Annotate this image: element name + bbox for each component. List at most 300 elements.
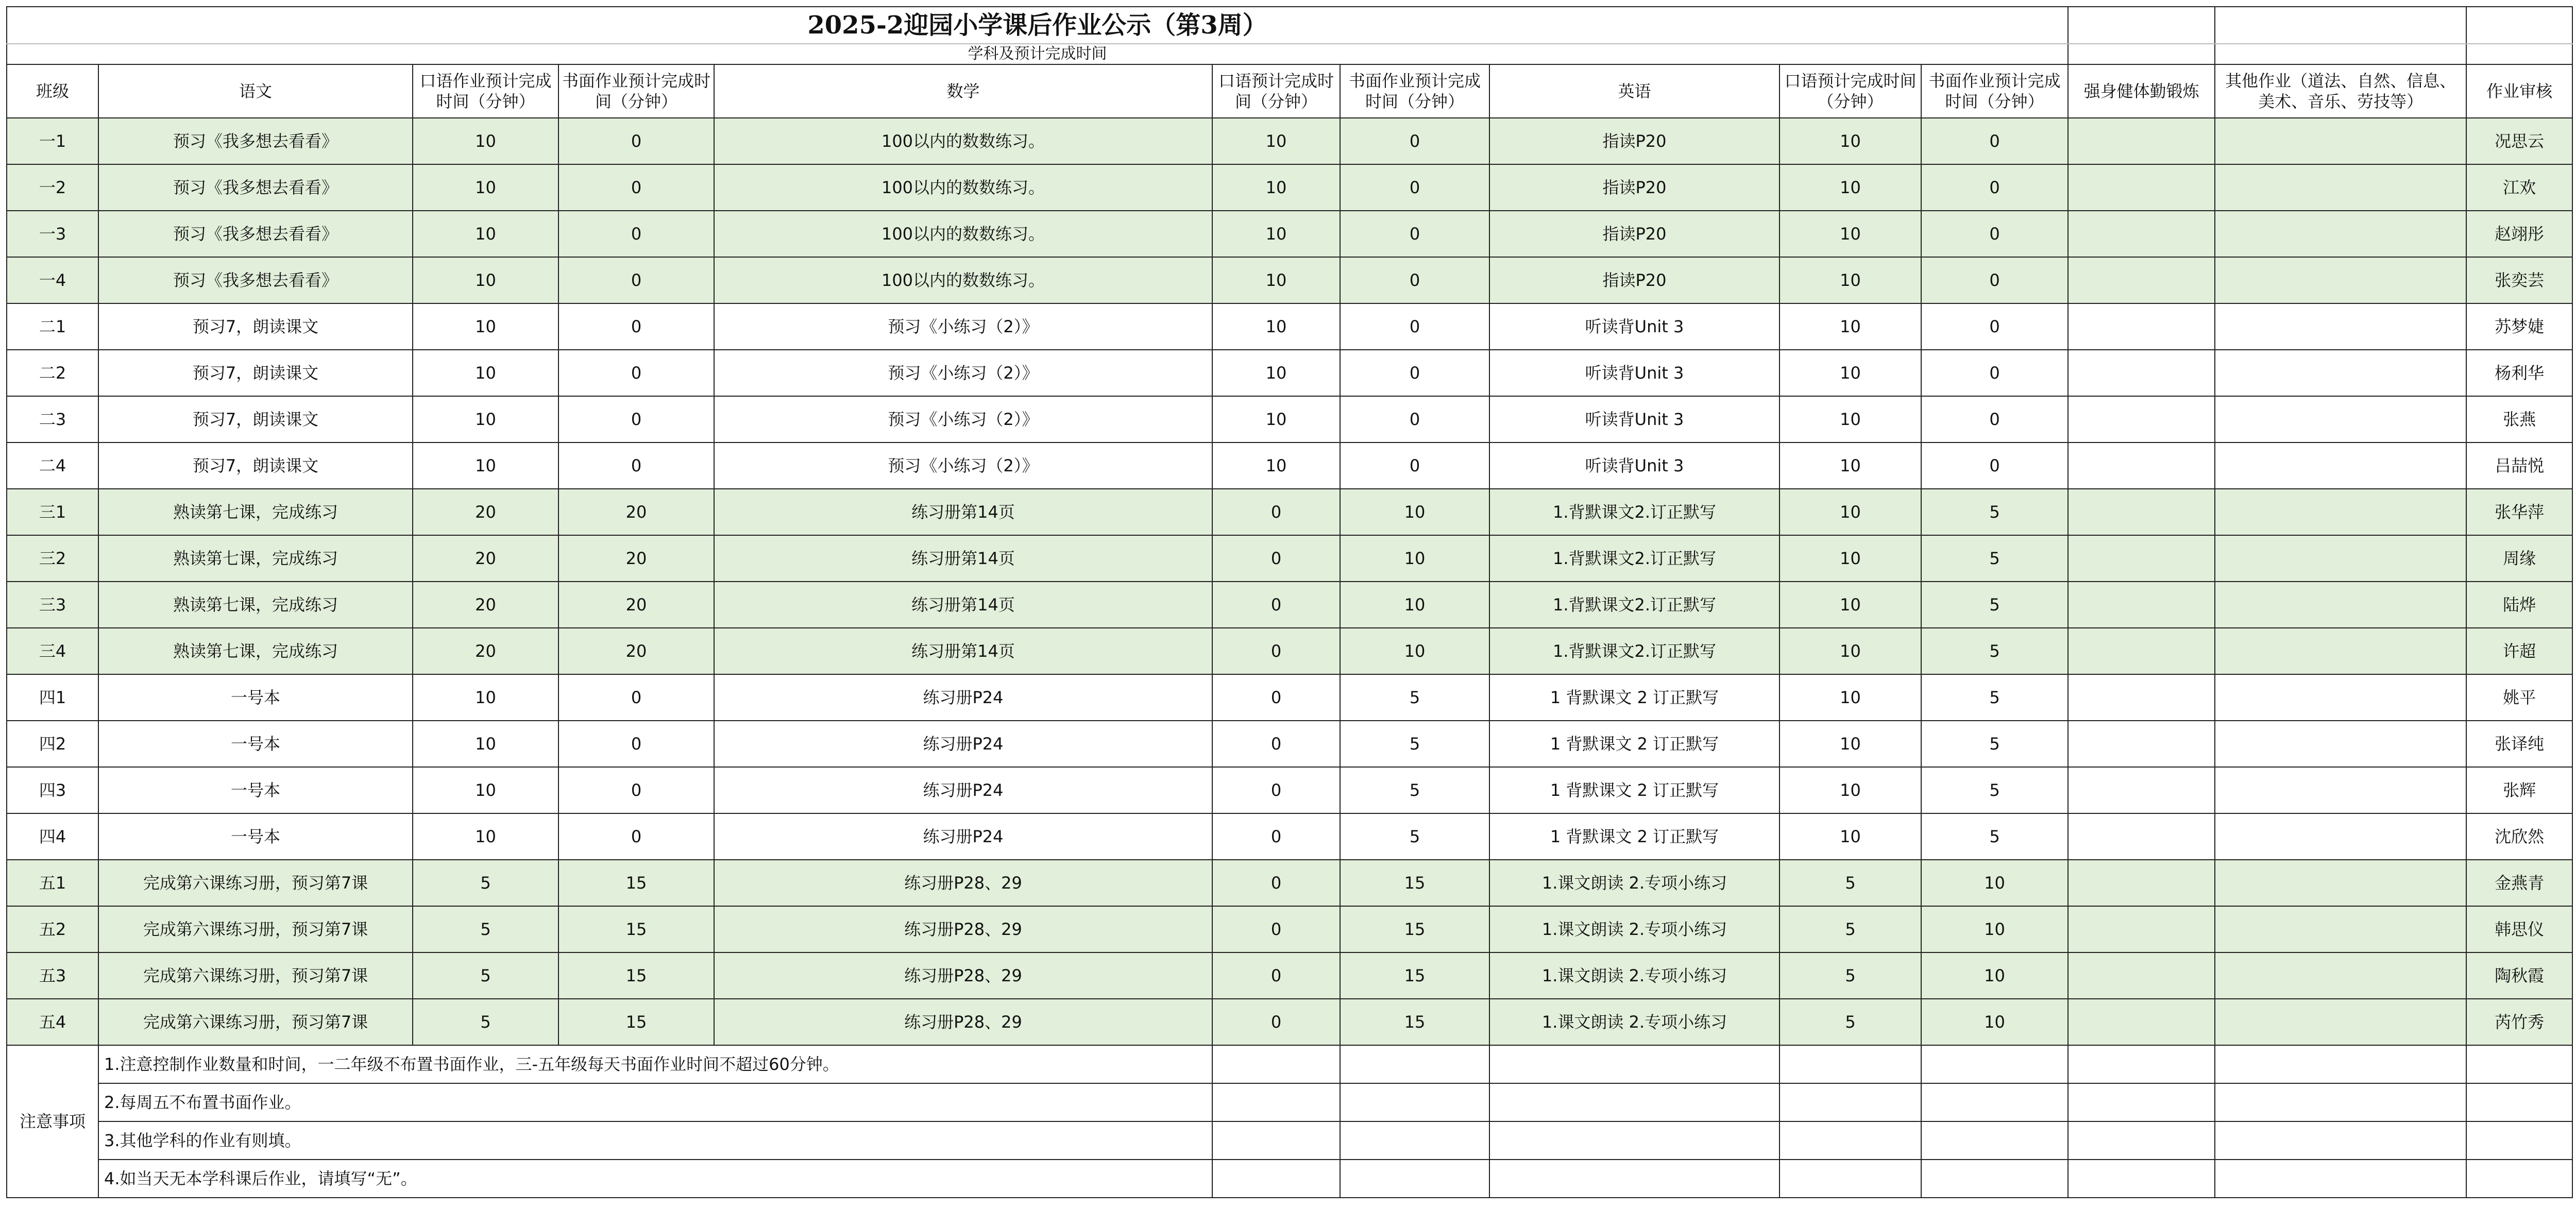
cell-reviewer[interactable]: 杨利华 bbox=[2466, 350, 2572, 396]
cell-math-oral[interactable]: 0 bbox=[1212, 721, 1340, 767]
cell-english[interactable]: 听读背Unit 3 bbox=[1489, 350, 1780, 396]
cell-other[interactable] bbox=[2215, 906, 2466, 952]
cell-chinese[interactable]: 预习《我多想去看看》 bbox=[98, 164, 413, 211]
cell-reviewer[interactable]: 张华萍 bbox=[2466, 489, 2572, 535]
cell-other[interactable] bbox=[2215, 489, 2466, 535]
cell-english-oral[interactable]: 10 bbox=[1780, 442, 1921, 489]
cell-english-oral[interactable]: 10 bbox=[1780, 118, 1921, 164]
blank-cell[interactable] bbox=[2068, 1083, 2215, 1121]
cell-english[interactable]: 1 背默课文 2 订正默写 bbox=[1489, 767, 1780, 813]
cell-fitness[interactable] bbox=[2068, 628, 2215, 674]
cell-chinese-written[interactable]: 0 bbox=[558, 350, 714, 396]
cell-math-oral[interactable]: 0 bbox=[1212, 813, 1340, 860]
cell-english-oral[interactable]: 10 bbox=[1780, 257, 1921, 303]
cell-fitness[interactable] bbox=[2068, 442, 2215, 489]
cell-math[interactable]: 练习册第14页 bbox=[714, 628, 1212, 674]
cell-english[interactable]: 1.背默课文2.订正默写 bbox=[1489, 582, 1780, 628]
blank-cell[interactable] bbox=[2215, 1083, 2466, 1121]
cell-math-written[interactable]: 15 bbox=[1340, 952, 1489, 999]
cell-chinese-written[interactable]: 0 bbox=[558, 211, 714, 257]
header-english[interactable]: 英语 bbox=[1489, 64, 1780, 118]
cell-reviewer[interactable]: 张燕 bbox=[2466, 396, 2572, 442]
cell-english[interactable]: 指读P20 bbox=[1489, 257, 1780, 303]
cell-math[interactable]: 练习册P24 bbox=[714, 674, 1212, 721]
cell-math[interactable]: 练习册第14页 bbox=[714, 535, 1212, 582]
cell-chinese-oral[interactable]: 5 bbox=[413, 906, 558, 952]
cell-math[interactable]: 练习册P24 bbox=[714, 813, 1212, 860]
cell-chinese[interactable]: 完成第六课练习册，预习第7课 bbox=[98, 999, 413, 1045]
cell-english[interactable]: 1.课文朗读 2.专项小练习 bbox=[1489, 952, 1780, 999]
cell-math-oral[interactable]: 0 bbox=[1212, 628, 1340, 674]
cell-english-oral[interactable]: 10 bbox=[1780, 813, 1921, 860]
cell-english[interactable]: 指读P20 bbox=[1489, 164, 1780, 211]
cell-fitness[interactable] bbox=[2068, 767, 2215, 813]
cell-english[interactable]: 1.课文朗读 2.专项小练习 bbox=[1489, 906, 1780, 952]
cell-math-written[interactable]: 5 bbox=[1340, 767, 1489, 813]
cell-math-oral[interactable]: 0 bbox=[1212, 906, 1340, 952]
cell-reviewer[interactable]: 芮竹秀 bbox=[2466, 999, 2572, 1045]
cell-class[interactable]: 四1 bbox=[7, 674, 98, 721]
cell-chinese-oral[interactable]: 10 bbox=[413, 396, 558, 442]
cell-english-oral[interactable]: 10 bbox=[1780, 582, 1921, 628]
cell-math-oral[interactable]: 0 bbox=[1212, 535, 1340, 582]
blank-cell[interactable] bbox=[2466, 7, 2572, 44]
cell-class[interactable]: 五2 bbox=[7, 906, 98, 952]
cell-math[interactable]: 预习《小练习（2）》 bbox=[714, 303, 1212, 350]
blank-cell[interactable] bbox=[2215, 7, 2466, 44]
cell-reviewer[interactable]: 张译纯 bbox=[2466, 721, 2572, 767]
cell-chinese-written[interactable]: 15 bbox=[558, 999, 714, 1045]
blank-cell[interactable] bbox=[1489, 1045, 1780, 1083]
cell-reviewer[interactable]: 周缘 bbox=[2466, 535, 2572, 582]
cell-reviewer[interactable]: 韩思仪 bbox=[2466, 906, 2572, 952]
cell-english-oral[interactable]: 10 bbox=[1780, 767, 1921, 813]
cell-other[interactable] bbox=[2215, 303, 2466, 350]
cell-class[interactable]: 三2 bbox=[7, 535, 98, 582]
cell-chinese[interactable]: 预习7，朗读课文 bbox=[98, 442, 413, 489]
cell-english-written[interactable]: 0 bbox=[1921, 164, 2068, 211]
cell-english[interactable]: 听读背Unit 3 bbox=[1489, 442, 1780, 489]
cell-fitness[interactable] bbox=[2068, 860, 2215, 906]
cell-chinese[interactable]: 预习《我多想去看看》 bbox=[98, 211, 413, 257]
cell-chinese-written[interactable]: 0 bbox=[558, 442, 714, 489]
cell-fitness[interactable] bbox=[2068, 674, 2215, 721]
cell-math-oral[interactable]: 0 bbox=[1212, 489, 1340, 535]
cell-reviewer[interactable]: 苏梦婕 bbox=[2466, 303, 2572, 350]
header-math-written[interactable]: 书面作业预计完成时间（分钟） bbox=[1340, 64, 1489, 118]
cell-other[interactable] bbox=[2215, 952, 2466, 999]
cell-english[interactable]: 1.背默课文2.订正默写 bbox=[1489, 489, 1780, 535]
cell-chinese-oral[interactable]: 5 bbox=[413, 999, 558, 1045]
cell-math[interactable]: 练习册第14页 bbox=[714, 582, 1212, 628]
cell-english-written[interactable]: 0 bbox=[1921, 396, 2068, 442]
cell-english-written[interactable]: 0 bbox=[1921, 303, 2068, 350]
cell-chinese-written[interactable]: 0 bbox=[558, 118, 714, 164]
cell-chinese-written[interactable]: 0 bbox=[558, 674, 714, 721]
cell-english-written[interactable]: 0 bbox=[1921, 257, 2068, 303]
cell-class[interactable]: 一3 bbox=[7, 211, 98, 257]
cell-chinese[interactable]: 预习7，朗读课文 bbox=[98, 303, 413, 350]
cell-chinese[interactable]: 预习7，朗读课文 bbox=[98, 396, 413, 442]
cell-chinese-written[interactable]: 0 bbox=[558, 303, 714, 350]
cell-english-written[interactable]: 5 bbox=[1921, 767, 2068, 813]
blank-cell[interactable] bbox=[1489, 1160, 1780, 1198]
blank-cell[interactable] bbox=[2068, 7, 2215, 44]
blank-cell[interactable] bbox=[1340, 1160, 1489, 1198]
cell-english[interactable]: 听读背Unit 3 bbox=[1489, 396, 1780, 442]
cell-fitness[interactable] bbox=[2068, 303, 2215, 350]
cell-class[interactable]: 一4 bbox=[7, 257, 98, 303]
cell-chinese-oral[interactable]: 10 bbox=[413, 164, 558, 211]
cell-math-written[interactable]: 0 bbox=[1340, 118, 1489, 164]
cell-chinese[interactable]: 一号本 bbox=[98, 813, 413, 860]
cell-english-oral[interactable]: 10 bbox=[1780, 628, 1921, 674]
cell-class[interactable]: 二3 bbox=[7, 396, 98, 442]
cell-math-written[interactable]: 10 bbox=[1340, 582, 1489, 628]
cell-math-written[interactable]: 15 bbox=[1340, 906, 1489, 952]
note-text[interactable]: 2.每周五不布置书面作业。 bbox=[98, 1083, 1212, 1121]
cell-math-oral[interactable]: 10 bbox=[1212, 257, 1340, 303]
cell-reviewer[interactable]: 吕喆悦 bbox=[2466, 442, 2572, 489]
cell-chinese-written[interactable]: 15 bbox=[558, 952, 714, 999]
cell-reviewer[interactable]: 姚平 bbox=[2466, 674, 2572, 721]
cell-math-written[interactable]: 0 bbox=[1340, 257, 1489, 303]
header-reviewer[interactable]: 作业审核 bbox=[2466, 64, 2572, 118]
cell-chinese-written[interactable]: 0 bbox=[558, 257, 714, 303]
cell-english-written[interactable]: 0 bbox=[1921, 118, 2068, 164]
cell-math-oral[interactable]: 10 bbox=[1212, 442, 1340, 489]
cell-english-oral[interactable]: 5 bbox=[1780, 952, 1921, 999]
cell-math-written[interactable]: 0 bbox=[1340, 211, 1489, 257]
cell-class[interactable]: 二1 bbox=[7, 303, 98, 350]
cell-fitness[interactable] bbox=[2068, 211, 2215, 257]
cell-english[interactable]: 1 背默课文 2 订正默写 bbox=[1489, 813, 1780, 860]
header-english-oral[interactable]: 口语预计完成时间（分钟） bbox=[1780, 64, 1921, 118]
cell-english-written[interactable]: 5 bbox=[1921, 813, 2068, 860]
cell-chinese-oral[interactable]: 20 bbox=[413, 628, 558, 674]
cell-english-written[interactable]: 5 bbox=[1921, 535, 2068, 582]
cell-math[interactable]: 100以内的数数练习。 bbox=[714, 164, 1212, 211]
cell-math-written[interactable]: 0 bbox=[1340, 442, 1489, 489]
blank-cell[interactable] bbox=[2466, 1160, 2572, 1198]
cell-fitness[interactable] bbox=[2068, 721, 2215, 767]
cell-other[interactable] bbox=[2215, 211, 2466, 257]
cell-chinese-oral[interactable]: 10 bbox=[413, 767, 558, 813]
cell-english-oral[interactable]: 5 bbox=[1780, 999, 1921, 1045]
header-class[interactable]: 班级 bbox=[7, 64, 98, 118]
cell-chinese-oral[interactable]: 5 bbox=[413, 952, 558, 999]
cell-english-written[interactable]: 5 bbox=[1921, 674, 2068, 721]
cell-class[interactable]: 一1 bbox=[7, 118, 98, 164]
cell-chinese-oral[interactable]: 10 bbox=[413, 118, 558, 164]
cell-english-oral[interactable]: 5 bbox=[1780, 906, 1921, 952]
cell-math-written[interactable]: 10 bbox=[1340, 628, 1489, 674]
cell-class[interactable]: 三4 bbox=[7, 628, 98, 674]
header-chinese[interactable]: 语文 bbox=[98, 64, 413, 118]
cell-reviewer[interactable]: 陆烨 bbox=[2466, 582, 2572, 628]
note-text[interactable]: 3.其他学科的作业有则填。 bbox=[98, 1121, 1212, 1160]
cell-math-oral[interactable]: 10 bbox=[1212, 396, 1340, 442]
cell-english[interactable]: 1 背默课文 2 订正默写 bbox=[1489, 674, 1780, 721]
cell-chinese-oral[interactable]: 10 bbox=[413, 211, 558, 257]
cell-fitness[interactable] bbox=[2068, 813, 2215, 860]
cell-other[interactable] bbox=[2215, 860, 2466, 906]
cell-english-written[interactable]: 0 bbox=[1921, 211, 2068, 257]
cell-math-written[interactable]: 0 bbox=[1340, 303, 1489, 350]
blank-cell[interactable] bbox=[2215, 44, 2466, 64]
header-fitness[interactable]: 强身健体勤锻炼 bbox=[2068, 64, 2215, 118]
blank-cell[interactable] bbox=[2068, 1045, 2215, 1083]
blank-cell[interactable] bbox=[2466, 44, 2572, 64]
cell-class[interactable]: 一2 bbox=[7, 164, 98, 211]
cell-english-written[interactable]: 10 bbox=[1921, 860, 2068, 906]
cell-english-oral[interactable]: 10 bbox=[1780, 674, 1921, 721]
blank-cell[interactable] bbox=[1921, 1045, 2068, 1083]
cell-other[interactable] bbox=[2215, 674, 2466, 721]
cell-chinese-oral[interactable]: 10 bbox=[413, 303, 558, 350]
cell-chinese[interactable]: 一号本 bbox=[98, 674, 413, 721]
cell-other[interactable] bbox=[2215, 582, 2466, 628]
blank-cell[interactable] bbox=[1212, 1121, 1340, 1160]
blank-cell[interactable] bbox=[1340, 1121, 1489, 1160]
cell-chinese[interactable]: 熟读第七课，完成练习 bbox=[98, 582, 413, 628]
cell-english-written[interactable]: 10 bbox=[1921, 906, 2068, 952]
cell-english-oral[interactable]: 5 bbox=[1780, 860, 1921, 906]
cell-class[interactable]: 二4 bbox=[7, 442, 98, 489]
blank-cell[interactable] bbox=[2215, 1045, 2466, 1083]
blank-cell[interactable] bbox=[1780, 1121, 1921, 1160]
cell-math[interactable]: 100以内的数数练习。 bbox=[714, 211, 1212, 257]
cell-math-oral[interactable]: 0 bbox=[1212, 767, 1340, 813]
cell-math-written[interactable]: 15 bbox=[1340, 860, 1489, 906]
cell-fitness[interactable] bbox=[2068, 582, 2215, 628]
blank-cell[interactable] bbox=[2068, 1160, 2215, 1198]
cell-chinese-written[interactable]: 20 bbox=[558, 628, 714, 674]
cell-math[interactable]: 练习册第14页 bbox=[714, 489, 1212, 535]
cell-chinese[interactable]: 一号本 bbox=[98, 721, 413, 767]
cell-english-written[interactable]: 5 bbox=[1921, 489, 2068, 535]
cell-reviewer[interactable]: 陶秋霞 bbox=[2466, 952, 2572, 999]
cell-chinese-written[interactable]: 0 bbox=[558, 721, 714, 767]
cell-math-written[interactable]: 0 bbox=[1340, 396, 1489, 442]
header-english-written[interactable]: 书面作业预计完成时间（分钟） bbox=[1921, 64, 2068, 118]
cell-chinese-written[interactable]: 0 bbox=[558, 813, 714, 860]
cell-chinese-oral[interactable]: 10 bbox=[413, 813, 558, 860]
cell-chinese[interactable]: 熟读第七课，完成练习 bbox=[98, 489, 413, 535]
cell-math-written[interactable]: 0 bbox=[1340, 164, 1489, 211]
cell-math[interactable]: 练习册P28、29 bbox=[714, 860, 1212, 906]
cell-math-written[interactable]: 5 bbox=[1340, 721, 1489, 767]
blank-cell[interactable] bbox=[1921, 1160, 2068, 1198]
cell-math[interactable]: 练习册P28、29 bbox=[714, 952, 1212, 999]
cell-class[interactable]: 二2 bbox=[7, 350, 98, 396]
cell-chinese-oral[interactable]: 10 bbox=[413, 350, 558, 396]
cell-math-oral[interactable]: 10 bbox=[1212, 164, 1340, 211]
cell-english-oral[interactable]: 10 bbox=[1780, 535, 1921, 582]
note-text[interactable]: 4.如当天无本学科课后作业，请填写“无”。 bbox=[98, 1160, 1212, 1198]
cell-english-written[interactable]: 5 bbox=[1921, 628, 2068, 674]
cell-math-written[interactable]: 10 bbox=[1340, 489, 1489, 535]
cell-math[interactable]: 预习《小练习（2）》 bbox=[714, 396, 1212, 442]
cell-fitness[interactable] bbox=[2068, 396, 2215, 442]
cell-english-oral[interactable]: 10 bbox=[1780, 721, 1921, 767]
cell-class[interactable]: 四4 bbox=[7, 813, 98, 860]
cell-fitness[interactable] bbox=[2068, 164, 2215, 211]
cell-math-oral[interactable]: 0 bbox=[1212, 952, 1340, 999]
cell-reviewer[interactable]: 沈欣然 bbox=[2466, 813, 2572, 860]
cell-chinese-oral[interactable]: 10 bbox=[413, 721, 558, 767]
cell-math-written[interactable]: 0 bbox=[1340, 350, 1489, 396]
cell-math[interactable]: 预习《小练习（2）》 bbox=[714, 442, 1212, 489]
cell-chinese[interactable]: 熟读第七课，完成练习 bbox=[98, 535, 413, 582]
cell-chinese-written[interactable]: 0 bbox=[558, 164, 714, 211]
cell-reviewer[interactable]: 张奕芸 bbox=[2466, 257, 2572, 303]
cell-class[interactable]: 五4 bbox=[7, 999, 98, 1045]
cell-chinese-oral[interactable]: 10 bbox=[413, 442, 558, 489]
cell-fitness[interactable] bbox=[2068, 489, 2215, 535]
blank-cell[interactable] bbox=[2466, 1121, 2572, 1160]
cell-other[interactable] bbox=[2215, 164, 2466, 211]
cell-chinese-oral[interactable]: 10 bbox=[413, 674, 558, 721]
cell-math[interactable]: 练习册P24 bbox=[714, 721, 1212, 767]
cell-chinese-oral[interactable]: 10 bbox=[413, 257, 558, 303]
cell-english-oral[interactable]: 10 bbox=[1780, 164, 1921, 211]
header-other[interactable]: 其他作业（道法、自然、信息、美术、音乐、劳技等） bbox=[2215, 64, 2466, 118]
cell-math-oral[interactable]: 0 bbox=[1212, 999, 1340, 1045]
notes-label[interactable]: 注意事项 bbox=[7, 1045, 98, 1198]
cell-english[interactable]: 1.课文朗读 2.专项小练习 bbox=[1489, 860, 1780, 906]
cell-reviewer[interactable]: 金燕青 bbox=[2466, 860, 2572, 906]
cell-other[interactable] bbox=[2215, 721, 2466, 767]
cell-chinese[interactable]: 熟读第七课，完成练习 bbox=[98, 628, 413, 674]
cell-chinese-oral[interactable]: 5 bbox=[413, 860, 558, 906]
blank-cell[interactable] bbox=[2215, 1160, 2466, 1198]
cell-class[interactable]: 三3 bbox=[7, 582, 98, 628]
cell-reviewer[interactable]: 况思云 bbox=[2466, 118, 2572, 164]
cell-fitness[interactable] bbox=[2068, 118, 2215, 164]
cell-chinese-oral[interactable]: 20 bbox=[413, 582, 558, 628]
cell-math-oral[interactable]: 0 bbox=[1212, 860, 1340, 906]
blank-cell[interactable] bbox=[2068, 44, 2215, 64]
cell-class[interactable]: 五1 bbox=[7, 860, 98, 906]
cell-chinese[interactable]: 完成第六课练习册，预习第7课 bbox=[98, 952, 413, 999]
cell-class[interactable]: 四3 bbox=[7, 767, 98, 813]
cell-chinese-written[interactable]: 20 bbox=[558, 489, 714, 535]
blank-cell[interactable] bbox=[1489, 1083, 1780, 1121]
sheet-title[interactable]: 2025-2迎园小学课后作业公示（第3周） bbox=[7, 7, 2068, 44]
cell-math[interactable]: 100以内的数数练习。 bbox=[714, 118, 1212, 164]
cell-other[interactable] bbox=[2215, 350, 2466, 396]
cell-english[interactable]: 1 背默课文 2 订正默写 bbox=[1489, 721, 1780, 767]
note-text[interactable]: 1.注意控制作业数量和时间，一二年级不布置书面作业，三-五年级每天书面作业时间不超过60分钟。 bbox=[98, 1045, 1212, 1083]
cell-english[interactable]: 听读背Unit 3 bbox=[1489, 303, 1780, 350]
cell-chinese[interactable]: 一号本 bbox=[98, 767, 413, 813]
cell-chinese[interactable]: 完成第六课练习册，预习第7课 bbox=[98, 906, 413, 952]
cell-math-written[interactable]: 10 bbox=[1340, 535, 1489, 582]
cell-chinese[interactable]: 预习《我多想去看看》 bbox=[98, 257, 413, 303]
header-chinese-oral[interactable]: 口语作业预计完成时间（分钟） bbox=[413, 64, 558, 118]
cell-fitness[interactable] bbox=[2068, 350, 2215, 396]
blank-cell[interactable] bbox=[1921, 1083, 2068, 1121]
cell-math-written[interactable]: 5 bbox=[1340, 674, 1489, 721]
cell-chinese-written[interactable]: 20 bbox=[558, 535, 714, 582]
cell-english-oral[interactable]: 10 bbox=[1780, 489, 1921, 535]
blank-cell[interactable] bbox=[2215, 1121, 2466, 1160]
cell-math[interactable]: 练习册P28、29 bbox=[714, 999, 1212, 1045]
cell-english-written[interactable]: 5 bbox=[1921, 721, 2068, 767]
blank-cell[interactable] bbox=[2466, 1083, 2572, 1121]
cell-other[interactable] bbox=[2215, 535, 2466, 582]
blank-cell[interactable] bbox=[1212, 1083, 1340, 1121]
cell-other[interactable] bbox=[2215, 118, 2466, 164]
cell-other[interactable] bbox=[2215, 442, 2466, 489]
cell-chinese[interactable]: 完成第六课练习册，预习第7课 bbox=[98, 860, 413, 906]
cell-math-oral[interactable]: 0 bbox=[1212, 674, 1340, 721]
cell-english-written[interactable]: 10 bbox=[1921, 999, 2068, 1045]
cell-class[interactable]: 五3 bbox=[7, 952, 98, 999]
cell-reviewer[interactable]: 许超 bbox=[2466, 628, 2572, 674]
blank-cell[interactable] bbox=[1340, 1083, 1489, 1121]
header-chinese-written[interactable]: 书面作业预计完成时间（分钟） bbox=[558, 64, 714, 118]
cell-fitness[interactable] bbox=[2068, 999, 2215, 1045]
blank-cell[interactable] bbox=[2466, 1045, 2572, 1083]
cell-math[interactable]: 预习《小练习（2）》 bbox=[714, 350, 1212, 396]
cell-fitness[interactable] bbox=[2068, 535, 2215, 582]
cell-english-written[interactable]: 0 bbox=[1921, 350, 2068, 396]
blank-cell[interactable] bbox=[1780, 1083, 1921, 1121]
cell-english[interactable]: 指读P20 bbox=[1489, 211, 1780, 257]
cell-fitness[interactable] bbox=[2068, 906, 2215, 952]
cell-reviewer[interactable]: 江欢 bbox=[2466, 164, 2572, 211]
cell-other[interactable] bbox=[2215, 257, 2466, 303]
cell-math-oral[interactable]: 10 bbox=[1212, 350, 1340, 396]
cell-chinese-written[interactable]: 0 bbox=[558, 396, 714, 442]
cell-english-oral[interactable]: 10 bbox=[1780, 211, 1921, 257]
cell-english-written[interactable]: 10 bbox=[1921, 952, 2068, 999]
cell-chinese-written[interactable]: 20 bbox=[558, 582, 714, 628]
cell-class[interactable]: 四2 bbox=[7, 721, 98, 767]
cell-english-written[interactable]: 0 bbox=[1921, 442, 2068, 489]
cell-other[interactable] bbox=[2215, 767, 2466, 813]
cell-other[interactable] bbox=[2215, 396, 2466, 442]
cell-fitness[interactable] bbox=[2068, 257, 2215, 303]
blank-cell[interactable] bbox=[1780, 1045, 1921, 1083]
header-math[interactable]: 数学 bbox=[714, 64, 1212, 118]
cell-math-oral[interactable]: 10 bbox=[1212, 211, 1340, 257]
cell-chinese-written[interactable]: 15 bbox=[558, 906, 714, 952]
cell-english[interactable]: 1.背默课文2.订正默写 bbox=[1489, 535, 1780, 582]
cell-math[interactable]: 100以内的数数练习。 bbox=[714, 257, 1212, 303]
cell-reviewer[interactable]: 张辉 bbox=[2466, 767, 2572, 813]
cell-chinese-oral[interactable]: 20 bbox=[413, 489, 558, 535]
cell-math-oral[interactable]: 10 bbox=[1212, 118, 1340, 164]
cell-english[interactable]: 1.背默课文2.订正默写 bbox=[1489, 628, 1780, 674]
cell-math[interactable]: 练习册P28、29 bbox=[714, 906, 1212, 952]
sheet-subtitle[interactable]: 学科及预计完成时间 bbox=[7, 44, 2068, 64]
blank-cell[interactable] bbox=[1212, 1160, 1340, 1198]
cell-math-written[interactable]: 15 bbox=[1340, 999, 1489, 1045]
cell-chinese-written[interactable]: 0 bbox=[558, 767, 714, 813]
cell-math-written[interactable]: 5 bbox=[1340, 813, 1489, 860]
blank-cell[interactable] bbox=[1780, 1160, 1921, 1198]
cell-chinese[interactable]: 预习《我多想去看看》 bbox=[98, 118, 413, 164]
cell-chinese-oral[interactable]: 20 bbox=[413, 535, 558, 582]
blank-cell[interactable] bbox=[1340, 1045, 1489, 1083]
cell-english[interactable]: 1.课文朗读 2.专项小练习 bbox=[1489, 999, 1780, 1045]
header-math-oral[interactable]: 口语预计完成时间（分钟） bbox=[1212, 64, 1340, 118]
blank-cell[interactable] bbox=[1489, 1121, 1780, 1160]
cell-math[interactable]: 练习册P24 bbox=[714, 767, 1212, 813]
